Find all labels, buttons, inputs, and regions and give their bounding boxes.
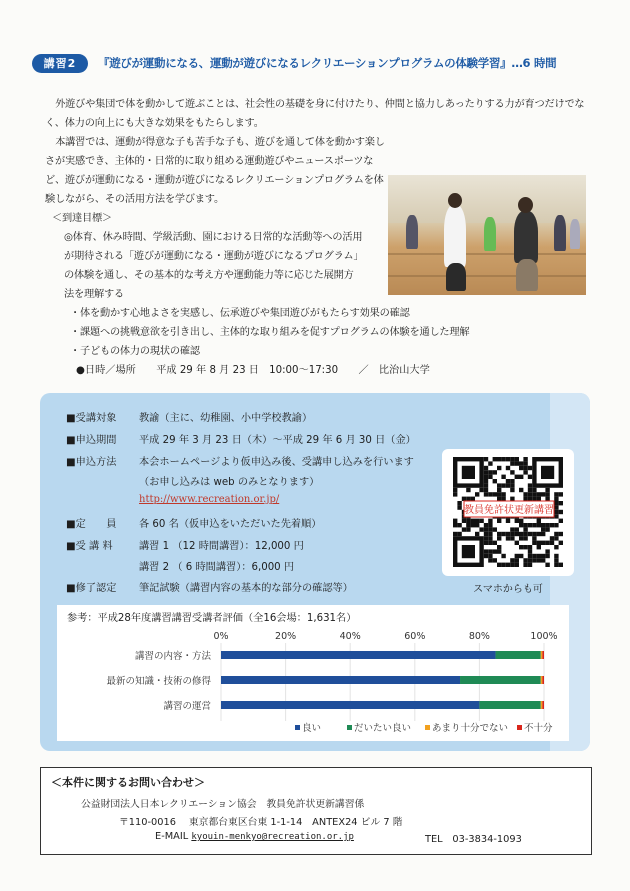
intro-paragraph-2: 本講習では、運動が得意な子も苦手な子も、遊びを通して体を動かす楽しさが実感でき、主体的・日常的に取り組める運動遊びやニュースポーツなど、遊びが運動になる・運動が遊びになるレクリエーションプログラムを体験しながら、その活用方法を学びます。 (45, 137, 385, 205)
x-tick-label: 80% (468, 631, 490, 642)
website-link-row (139, 494, 279, 505)
qr-label: 教員免許状更新講習 (464, 505, 554, 516)
email-link[interactable]: kyouin-menkyo@recreation.or.jp (191, 832, 354, 842)
method-note: （お申し込みは web のみとなります） (139, 477, 320, 488)
goal-lead-1: ◎体育、休み時間、学級活動、園における日常的な活動等への活用 (64, 232, 363, 243)
info-panel (40, 393, 590, 751)
period-value: 平成 29 年 3 月 23 日（木）～平成 29 年 6 月 30 日（金） (139, 435, 416, 446)
method-label: ■申込方法 (66, 457, 117, 468)
target-label: ■受講対象 (66, 413, 117, 424)
target-value: 教諭（主に、幼稚園、小中学校教諭） (139, 413, 313, 424)
learning-goals (52, 209, 469, 361)
legend-label: 不十分 (524, 723, 553, 734)
website-link[interactable]: http://www.recreation.or.jp/ (139, 494, 280, 505)
capacity-value: 各 60 名（仮申込をいただいた先着順） (139, 519, 322, 530)
bar-segment (221, 651, 496, 659)
qr-caption: スマホからも可 (473, 584, 543, 595)
contact-email-row (155, 831, 354, 842)
goal-lead-2: が期待される「遊びが運動になる・運動が遊びになるプログラム」 (64, 251, 364, 262)
legend-swatch (295, 725, 300, 730)
goals-heading: ＜到達目標＞ (52, 213, 112, 224)
bar-segment (460, 676, 541, 684)
goal-lead-3: の体験を通し、その基本的な考え方や運動能力等に応じた展開方 (64, 270, 354, 281)
fee-value-2: 講習 2 （ 6 時間講習）：6,000 円 (139, 562, 295, 573)
x-tick-label: 0% (213, 631, 229, 642)
contact-tel: TEL 03-3834-1093 (425, 834, 522, 845)
bar-segment (496, 651, 541, 659)
course-badge: 講習2 (32, 54, 88, 73)
method-value: 本会ホームページより仮申込み後、受講申し込みを行います (139, 457, 414, 468)
chart-plot (57, 605, 569, 741)
section-header (24, 52, 609, 72)
legend-swatch (425, 725, 430, 730)
goal-bullet: ・課題への挑戦意欲を引き出し、主体的な取り組みを促すプログラムの体験を通した理解 (70, 327, 470, 338)
target-row (66, 409, 312, 424)
course-title: 『遊びが運動になる、運動が遊びになるレクリエーションプログラムの体験学習』…6 時間 (98, 56, 557, 70)
category-label: 講習の運営 (163, 701, 211, 712)
bar-segment (221, 676, 460, 684)
contact-heading: ＜本件に関するお問い合わせ＞ (51, 776, 205, 789)
bar-segment (541, 701, 543, 709)
fee-row (66, 537, 304, 552)
x-tick-label: 100% (530, 631, 558, 642)
x-tick-label: 60% (404, 631, 426, 642)
category-label: 最新の知識・技術の修得 (106, 676, 211, 687)
legend-swatch (517, 725, 522, 730)
period-label: ■申込期間 (66, 435, 117, 446)
category-label: 講習の内容・方法 (134, 651, 211, 662)
intro-paragraph-1: 外遊びや集団で体を動かして遊ぶことは、社会性の基礎を身に付けたり、仲間と協力しあったりする力が育つだけでなく、体力の向上にも大きな効果をもたらします。 (45, 99, 585, 129)
legend-label: だいたい良い (354, 723, 412, 734)
bar-segment (542, 651, 544, 659)
qr-code-card[interactable] (442, 449, 574, 576)
evaluation-chart (57, 605, 569, 741)
goal-lead-4: 法を理解する (64, 289, 124, 300)
period-row (66, 431, 416, 446)
legend-label: あまり十分でない (432, 723, 509, 734)
legend-swatch (347, 725, 352, 730)
bar-segment (541, 651, 543, 659)
cert-value: 筆記試験（講習内容の基本的な部分の確認等） (139, 583, 353, 594)
capacity-label: ■定 員 (66, 519, 117, 530)
contact-box (40, 767, 592, 855)
x-tick-label: 40% (339, 631, 361, 642)
x-tick-label: 20% (275, 631, 297, 642)
schedule-line: ●日時／場所 平成 29 年 8 月 23 日 10:00～17:30 ／ 比治山大学 (76, 365, 430, 376)
goal-bullets (52, 304, 469, 361)
fee-label: ■受 講 料 (66, 541, 113, 552)
fee-value-1: 講習 1 （12 時間講習）：12,000 円 (139, 541, 304, 552)
bar-segment (479, 701, 540, 709)
qr-code-icon[interactable] (442, 449, 574, 576)
goal-bullet: ・体を動かす心地よさを実感し、伝承遊びや集団遊びがもたらす効果の確認 (70, 308, 410, 319)
goal-bullet: ・子どもの体力の現状の確認 (70, 346, 200, 357)
cert-label: ■修了認定 (66, 583, 117, 594)
chart-title: 参考：平成28年度講習講習受講者評価（全16会場：1,631名） (67, 613, 357, 624)
bar-segment (541, 676, 543, 684)
method-row (66, 453, 414, 468)
contact-address: 〒110-0016 東京都台東区台東 1-1-14 ANTEX24 ビル 7 階 (119, 817, 403, 828)
email-label: E-MAIL (155, 831, 189, 842)
cert-row (66, 579, 353, 594)
bar-segment (542, 676, 544, 684)
contact-org: 公益財団法人日本レクリエーション協会 教員免許状更新講習係 (81, 799, 365, 810)
bar-segment (542, 701, 544, 709)
bar-segment (221, 701, 479, 709)
capacity-row (66, 515, 321, 530)
legend-label: 良い (302, 723, 322, 734)
